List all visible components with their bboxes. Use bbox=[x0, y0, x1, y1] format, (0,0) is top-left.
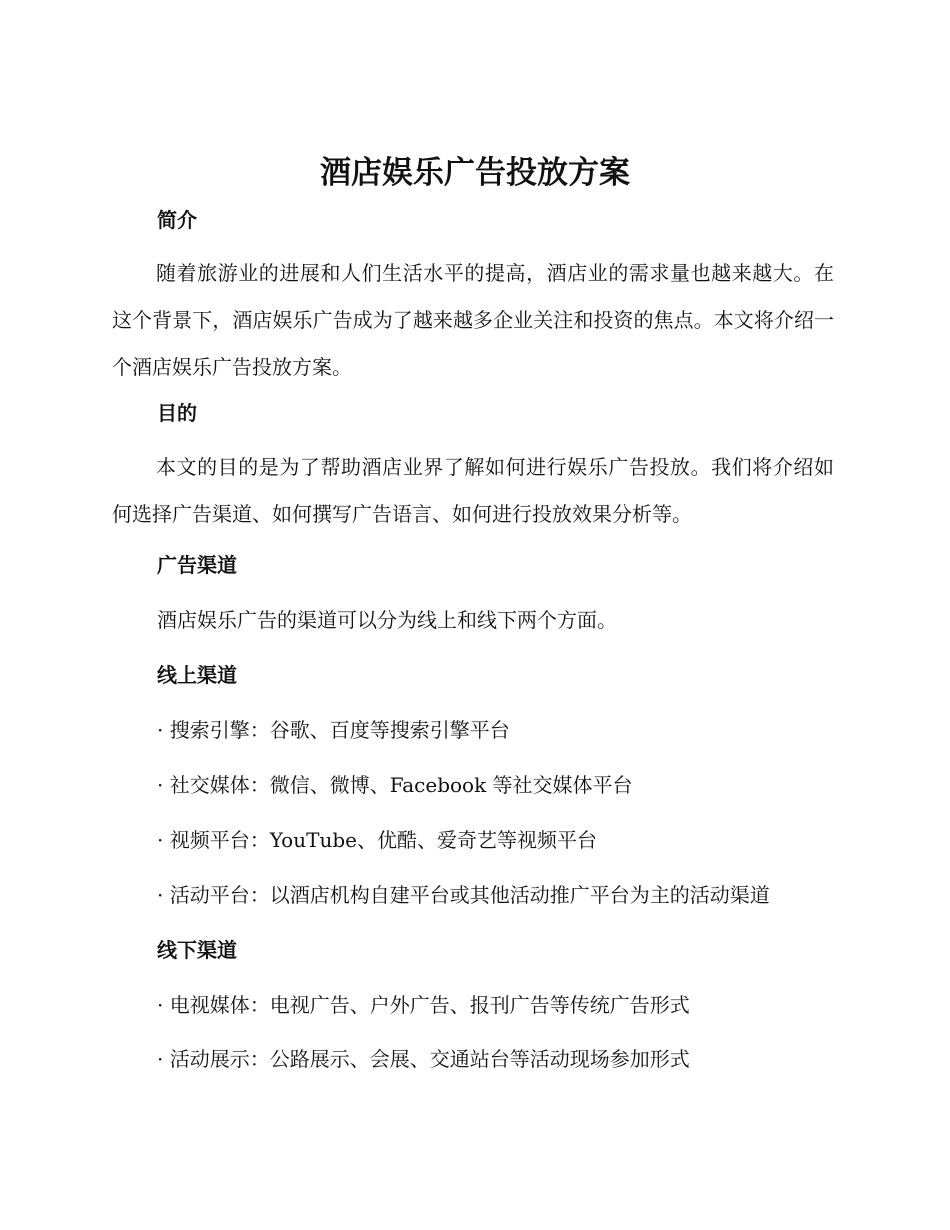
heading-offline-channels: 线下渠道 bbox=[157, 938, 237, 962]
heading-purpose: 目的 bbox=[157, 401, 197, 425]
list-item-search-engine: · 搜索引擎：谷歌、百度等搜索引擎平台 bbox=[157, 718, 510, 742]
list-item-video-platform: · 视频平台：YouTube、优酷、爱奇艺等视频平台 bbox=[157, 828, 597, 852]
list-item-social-media: · 社交媒体：微信、微博、Facebook 等社交媒体平台 bbox=[157, 773, 633, 797]
list-item-event-display: · 活动展示：公路展示、会展、交通站台等活动现场参加形式 bbox=[157, 1047, 690, 1071]
paragraph-channels: 酒店娱乐广告的渠道可以分为线上和线下两个方面。 bbox=[157, 608, 617, 632]
list-item-event-platform: · 活动平台：以酒店机构自建平台或其他活动推广平台为主的活动渠道 bbox=[157, 883, 770, 907]
list-item-tv-media: · 电视媒体：电视广告、户外广告、报刊广告等传统广告形式 bbox=[157, 993, 690, 1017]
paragraph-purpose: 本文的目的是为了帮助酒店业界了解如何进行娱乐广告投放。我们将介绍如何选择广告渠道、如何撰写广告语言、如何进行投放效果分析等。 bbox=[112, 455, 834, 526]
heading-channels: 广告渠道 bbox=[157, 553, 237, 577]
paragraph-intro: 随着旅游业的进展和人们生活水平的提高，酒店业的需求量也越来越大。在这个背景下，酒店娱乐广告成为了越来越多企业关注和投资的焦点。本文将介绍一个酒店娱乐广告投放方案。 bbox=[112, 261, 834, 379]
heading-online-channels: 线上渠道 bbox=[157, 663, 237, 687]
document-title: 酒店娱乐广告投放方案 bbox=[320, 155, 630, 191]
heading-intro: 简介 bbox=[157, 208, 197, 232]
